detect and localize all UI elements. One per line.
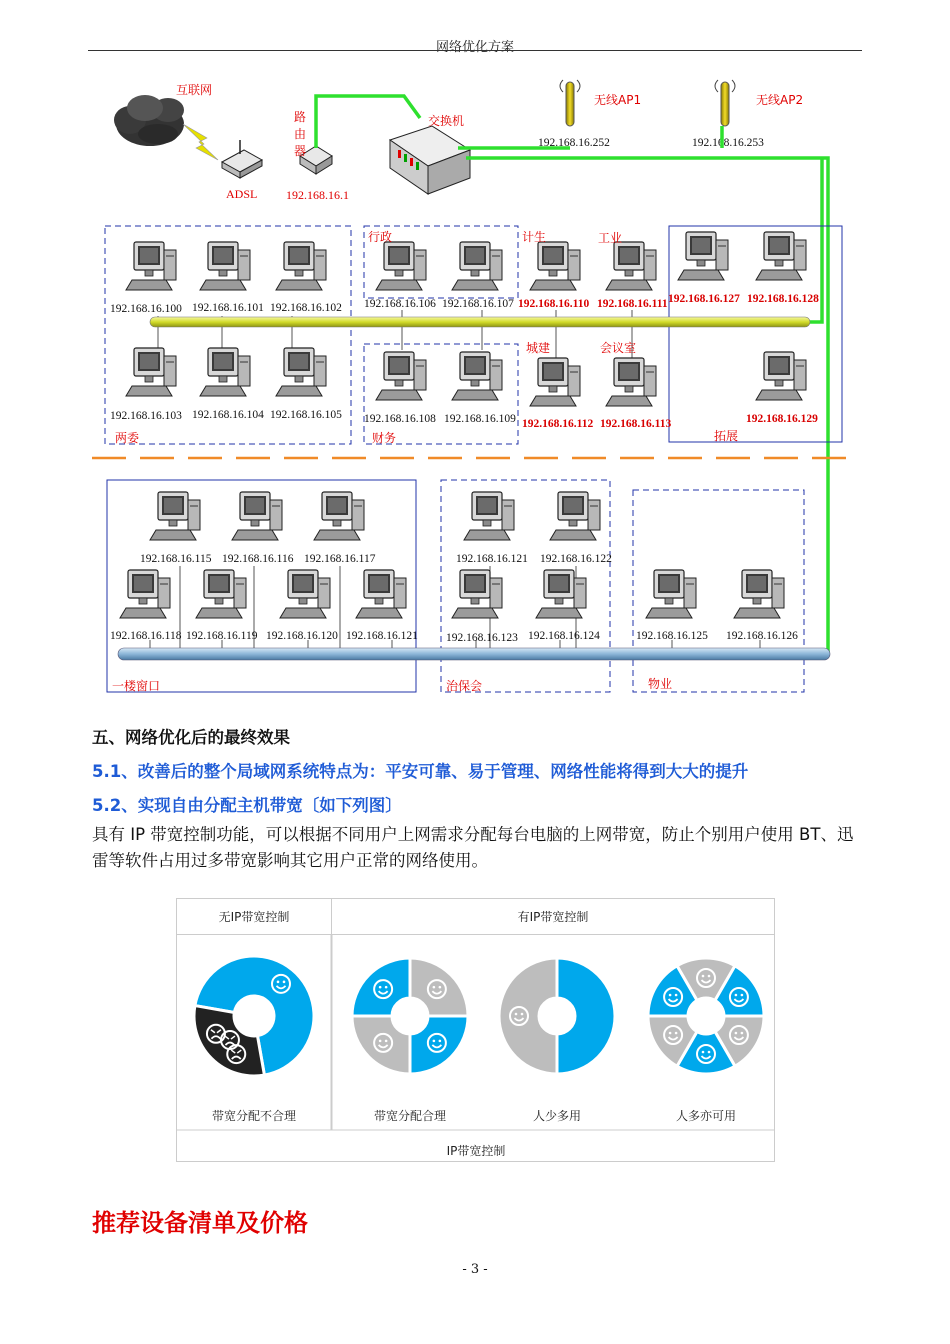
ip-label: 192.168.16.120 (266, 630, 338, 642)
router-label-3: 器 (294, 144, 307, 158)
computer-123-icon (452, 570, 502, 618)
computer-101-icon (200, 242, 250, 290)
ip-label: 192.168.16.121 (346, 630, 418, 642)
computer-104-icon (200, 348, 250, 396)
computer-100-icon (126, 242, 176, 290)
ip-label: 192.168.16.118 (110, 630, 182, 642)
ip-label: 192.168.16.107 (442, 298, 514, 310)
group-jisheng: 计生 (522, 230, 547, 244)
internet-label: 互联网 (176, 83, 213, 97)
ip-label: 192.168.16.104 (192, 409, 264, 421)
internet-cloud-icon (114, 95, 184, 146)
ap1-label: 无线AP1 (594, 93, 642, 107)
ip-label: 192.168.16.108 (364, 413, 436, 425)
caption-2: 带宽分配合理 (373, 1109, 447, 1123)
ip-label: 192.168.16.106 (364, 298, 436, 310)
computer-127-icon (678, 232, 728, 280)
ip-label: 192.168.16.101 (192, 302, 264, 314)
ap2-label: 无线AP2 (756, 93, 804, 107)
lightning-icon (183, 124, 218, 160)
bandwidth-paragraph: 具有 IP 带宽控制功能，可以根据不同用户上网需求分配每台电脑的上网带宽，防止个别用户使用 BT、迅雷等软件占用过多带宽影响其它用户正常的网络使用。 (92, 825, 854, 870)
computer-106-icon (376, 242, 426, 290)
ap2-ip: 192.168.16.253 (692, 137, 764, 149)
ip-label: 192.168.16.100 (110, 303, 182, 315)
figure-footer: IP带宽控制 (446, 1144, 506, 1158)
computer-111-icon (606, 242, 656, 290)
ip-label: 192.168.16.129 (746, 413, 818, 425)
bandwidth-control-figure (176, 898, 776, 1162)
computer-125-icon (646, 570, 696, 618)
upper-bus (150, 317, 810, 327)
wireless-ap2-icon (715, 80, 735, 126)
group-wuye: 物业 (648, 677, 673, 691)
ip-label: 192.168.16.103 (110, 410, 182, 422)
computer-126-icon (734, 570, 784, 618)
group-zhibaohui: 治保会 (446, 679, 483, 693)
ip-label: 192.168.16.111 (597, 298, 668, 310)
recommend-title: 推荐设备清单及价格 (92, 1209, 308, 1237)
caption-4: 人多亦可用 (675, 1109, 737, 1123)
page-number: - 3 - (462, 1262, 488, 1277)
left-header: 无IP带宽控制 (218, 910, 290, 924)
computer-118-icon (120, 570, 170, 618)
section5-heading: 五、网络优化后的最终效果 (92, 728, 290, 747)
computer-124-icon (536, 570, 586, 618)
adsl-label: ADSL (226, 187, 258, 201)
router-ip: 192.168.16.1 (286, 188, 349, 202)
group-xingzheng: 行政 (368, 230, 393, 244)
ip-label: 192.168.16.121 (456, 553, 528, 565)
switch-label: 交换机 (428, 114, 465, 128)
caption-3: 人少多用 (532, 1109, 582, 1123)
computer-119-icon (196, 570, 246, 618)
ip-label: 192.168.16.127 (668, 293, 740, 305)
ip-label: 192.168.16.109 (444, 413, 516, 425)
computer-121b-icon (464, 492, 514, 540)
computer-121-icon (356, 570, 406, 618)
ip-label: 192.168.16.123 (446, 632, 518, 644)
wireless-ap1-icon (560, 80, 580, 126)
ip-label: 192.168.16.125 (636, 630, 708, 642)
computer-116-icon (232, 492, 282, 540)
computer-112-icon (530, 358, 580, 406)
computer-109-icon (452, 352, 502, 400)
ip-label: 192.168.16.117 (304, 553, 376, 565)
group-tuozhan: 拓展 (714, 429, 739, 443)
computer-120-icon (280, 570, 330, 618)
group-chengjian: 城建 (526, 341, 551, 355)
group-caiwu: 财务 (372, 431, 397, 445)
ap1-ip: 192.168.16.252 (538, 137, 610, 149)
ip-label: 192.168.16.119 (186, 630, 258, 642)
page-header: 网络优化方案 (435, 40, 514, 55)
computer-105-icon (276, 348, 326, 396)
ip-label: 192.168.16.126 (726, 630, 798, 642)
computer-102-icon (276, 242, 326, 290)
switch-icon (390, 126, 470, 194)
computer-113-icon (606, 358, 656, 406)
ip-label: 192.168.16.112 (522, 418, 594, 430)
ip-label: 192.168.16.116 (222, 553, 294, 565)
adsl-modem-icon (222, 140, 262, 178)
router-label-1: 路 (294, 110, 307, 124)
ip-label: 192.168.16.113 (600, 418, 672, 430)
ip-label: 192.168.16.115 (140, 553, 212, 565)
computer-107-icon (452, 242, 502, 290)
section5-2-heading: 5.2、实现自由分配主机带宽〔如下列图〕 (92, 796, 402, 815)
computer-110-icon (530, 242, 580, 290)
ip-label: 192.168.16.124 (528, 630, 600, 642)
group-gongye: 工业 (598, 231, 623, 245)
ip-label: 192.168.16.122 (540, 553, 612, 565)
computer-115-icon (150, 492, 200, 540)
ip-label: 192.168.16.110 (518, 298, 590, 310)
group-yilou: 一楼窗口 (112, 679, 161, 693)
router-label-2: 由 (294, 127, 307, 141)
lower-bus (118, 648, 830, 660)
computer-108-icon (376, 352, 426, 400)
computer-122-icon (550, 492, 600, 540)
group-huiyishi: 会议室 (600, 341, 637, 355)
ip-label: 192.168.16.102 (270, 302, 342, 314)
computer-129-icon (756, 352, 806, 400)
computer-117-icon (314, 492, 364, 540)
right-header: 有IP带宽控制 (517, 910, 589, 924)
computer-128-icon (756, 232, 806, 280)
ip-label: 192.168.16.128 (747, 293, 819, 305)
computer-103-icon (126, 348, 176, 396)
section5-1-heading: 5.1、改善后的整个局域网系统特点为：平安可靠、易于管理、网络性能将得到大大的提升 (92, 762, 749, 781)
caption-1: 带宽分配不合理 (211, 1109, 297, 1123)
ip-label: 192.168.16.105 (270, 409, 342, 421)
group-lianwei: 两委 (115, 431, 140, 445)
